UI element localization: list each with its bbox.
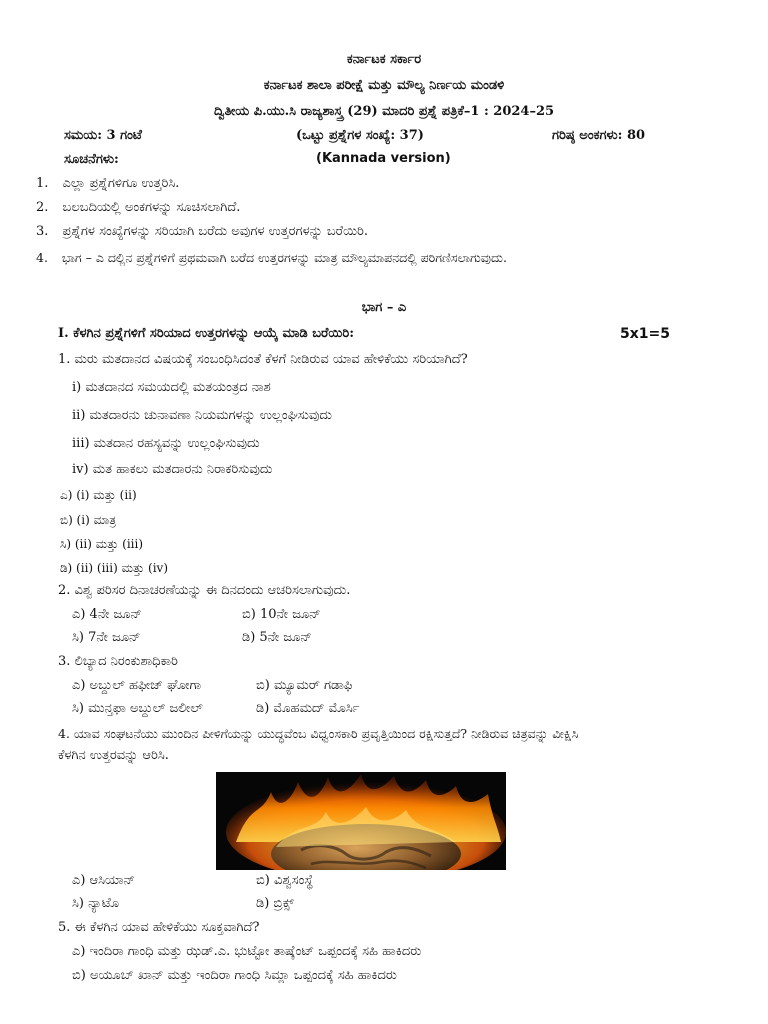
q1-statement-4: iv) ಮತ ಹಾಕಲು ಮತದಾರನು ನಿರಾಕರಿಸುವುದು [72, 462, 273, 477]
q1-statement-1: i) ಮತದಾನದ ಸಮಯದಲ್ಲಿ ಮತಯಂತ್ರದ ನಾಶ [72, 380, 271, 395]
instruction-number: 1. [36, 176, 49, 191]
question-4: 4. ಯಾವ ಸಂಘಟನೆಯು ಮುಂದಿನ ಪೀಳಿಗೆಯನ್ನು ಯುದ್ಧವೆಂಬ ವಿಧ್ವಂಸಕಾರಿ ಪ್ರವೃತ್ತಿಯಿಂದ ರಕ್ಷಿಸುತ್ತದೆ? ನೀಡಿರುವ ಚಿತ್ರವನ್ನು ವೀಕ್ಷಿಸಿ [58, 726, 579, 741]
board-title: ಕರ್ನಾಟಕ ಶಾಲಾ ಪರೀಕ್ಷೆ ಮತ್ತು ಮೌಲ್ಯ ನಿರ್ಣಯ ಮಂಡಳಿ [263, 78, 505, 93]
q4-option-a: ಎ) ಆಸಿಯಾನ್ [72, 873, 135, 888]
total-questions: (ಒಟ್ಟು ಪ್ರಶ್ನೆಗಳ ಸಂಖ್ಯೆ: 37) [296, 128, 424, 143]
burning-globe-icon [216, 772, 506, 870]
q1-statement-2: ii) ಮತದಾರನು ಚುನಾವಣಾ ನಿಯಮಗಳನ್ನು ಉಲ್ಲಂಘಿಸುವುದು [72, 408, 332, 423]
q1-statement-3: iii) ಮತದಾನ ರಹಸ್ಯವನ್ನು ಉಲ್ಲಂಘಿಸುವುದು [72, 436, 260, 451]
section-marks: 5x1=5 [620, 326, 670, 342]
instruction-number: 2. [36, 200, 49, 215]
q3-option-d: ಡಿ) ಮೊಹಮದ್ ಮೊರ್ಸಿ [256, 701, 360, 716]
q2-option-a: ಎ) 4ನೇ ಜೂನ್ [72, 607, 142, 622]
instruction-3 [36, 224, 368, 239]
instructions-label: ಸೂಚನೆಗಳು: [64, 152, 119, 167]
question-2: 2. ವಿಶ್ವ ಪರಿಸರ ದಿನಾಚರಣೆಯನ್ನು ಈ ದಿನದಂದು ಆಚರಿಸಲಾಗುವುದು. [58, 583, 351, 598]
version-label: (Kannada version) [316, 151, 451, 166]
instruction-text: ಬಲಬದಿಯಲ್ಲಿ ಅಂಕಗಳನ್ನು ಸೂಚಿಸಲಾಗಿದೆ. [62, 200, 241, 215]
govt-title: ಕರ್ನಾಟಕ ಸರ್ಕಾರ [346, 52, 422, 67]
time-label: ಸಮಯ: 3 ಗಂಟೆ [64, 128, 142, 143]
q5-option-b: ಬಿ) ಅಯೂಬ್ ಖಾನ್ ಮತ್ತು ಇಂದಿರಾ ಗಾಂಧಿ ಸಿಮ್ಲಾ ಒಪ್ಪಂದಕ್ಕೆ ಸಹಿ ಹಾಕಿದರು [72, 968, 397, 983]
q2-option-d: ಡಿ) 5ನೇ ಜೂನ್ [242, 630, 312, 645]
paper-title: ದ್ವಿತೀಯ ಪಿ.ಯು.ಸಿ ರಾಜ್ಯಶಾಸ್ತ್ರ (29) ಮಾದರಿ ಪ್ರಶ್ನೆ ಪತ್ರಿಕೆ–1 : 2024–25 [213, 104, 555, 119]
instruction-number: 4. [36, 250, 48, 265]
section-heading: I. ಕೆಳಗಿನ ಪ್ರಶ್ನೆಗಳಿಗೆ ಸರಿಯಾದ ಉತ್ತರಗಳನ್ನು ಆಯ್ಕೆ ಮಾಡಿ ಬರೆಯಿರಿ: [58, 326, 355, 341]
question-1: 1. ಮರು ಮತದಾನದ ವಿಷಯಕ್ಕೆ ಸಂಬಂಧಿಸಿದಂತೆ ಕೆಳಗೆ ನೀಡಿರುವ ಯಾವ ಹೇಳಿಕೆಯು ಸರಿಯಾಗಿದೆ? [58, 352, 468, 367]
q4-option-d: ಡಿ) ಬ್ರಿಕ್ಸ್ [256, 896, 295, 911]
instruction-number: 3. [36, 224, 49, 239]
q1-option-b: ಬಿ) (i) ಮಾತ್ರ [60, 513, 117, 527]
instruction-text: ಭಾಗ – ಎ ದಲ್ಲಿನ ಪ್ರಶ್ನೆಗಳಿಗೆ ಪ್ರಥಮವಾಗಿ ಬರೆದ ಉತ್ತರಗಳನ್ನು ಮಾತ್ರ ಮೌಲ್ಯಮಾಪನದಲ್ಲಿ ಪರಿಗಣಿಸಲಾಗುವುದು. [61, 250, 507, 265]
q3-option-c: ಸಿ) ಮುನ್ತಫಾ ಅಬ್ದುಲ್ ಜಲೀಲ್ [72, 701, 203, 716]
burning-globe-image [216, 772, 506, 870]
q4-option-b: ಬಿ) ವಿಶ್ವಸಂಸ್ಥೆ [256, 873, 314, 888]
instruction-1 [36, 176, 179, 191]
question-5: 5. ಈ ಕೆಳಗಿನ ಯಾವ ಹೇಳಿಕೆಯು ಸೂಕ್ತವಾಗಿದೆ? [58, 920, 260, 935]
instruction-text: ಪ್ರಶ್ನೆಗಳ ಸಂಖ್ಯೆಗಳನ್ನು ಸರಿಯಾಗಿ ಬರೆದು ಅವುಗಳ ಉತ್ತರಗಳನ್ನು ಬರೆಯಿರಿ. [62, 224, 369, 239]
instruction-text: ಎಲ್ಲಾ ಪ್ರಶ್ನೆಗಳಿಗೂ ಉತ್ತರಿಸಿ. [62, 176, 180, 191]
question-3: 3. ಲಿಬ್ಯಾದ ನಿರಂಕುಶಾಧಿಕಾರಿ [58, 654, 178, 669]
q5-option-a: ಎ) ಇಂದಿರಾ ಗಾಂಧಿ ಮತ್ತು ಝಡ್.ಎ. ಭುಟ್ಟೋ ತಾಷ್ಕೆಂಟ್ ಒಪ್ಪಂದಕ್ಕೆ ಸಹಿ ಹಾಕಿದರು [72, 944, 422, 959]
q1-option-c: ಸಿ) (ii) ಮತ್ತು (iii) [60, 537, 144, 551]
q1-option-d: ಡಿ) (ii) (iii) ಮತ್ತು (iv) [60, 561, 169, 575]
q3-option-a: ಎ) ಅಬ್ದುಲ್ ಹಫೀಜ್ ಘೋಗಾ [72, 678, 202, 693]
q2-option-c: ಸಿ) 7ನೇ ಜೂನ್ [72, 630, 141, 645]
q2-option-b: ಬಿ) 10ನೇ ಜೂನ್ [242, 607, 321, 622]
instruction-2 [36, 200, 240, 215]
q3-option-b: ಬಿ) ಮ್ಯೂಮರ್ ಗಡಾಫಿ [256, 678, 353, 693]
section-title: ಭಾಗ – ಎ [361, 300, 407, 315]
q4-option-c: ಸಿ) ನ್ಯಾಟೊ [72, 896, 120, 911]
q1-option-a: ಎ) (i) ಮತ್ತು (ii) [60, 488, 137, 502]
question-4-cont: ಕೆಳಗಿನ ಉತ್ತರವನ್ನು ಆರಿಸಿ. [58, 748, 169, 763]
instruction-4 [36, 250, 507, 266]
max-marks: ಗರಿಷ್ಠ ಅಂಕಗಳು: 80 [552, 128, 646, 143]
